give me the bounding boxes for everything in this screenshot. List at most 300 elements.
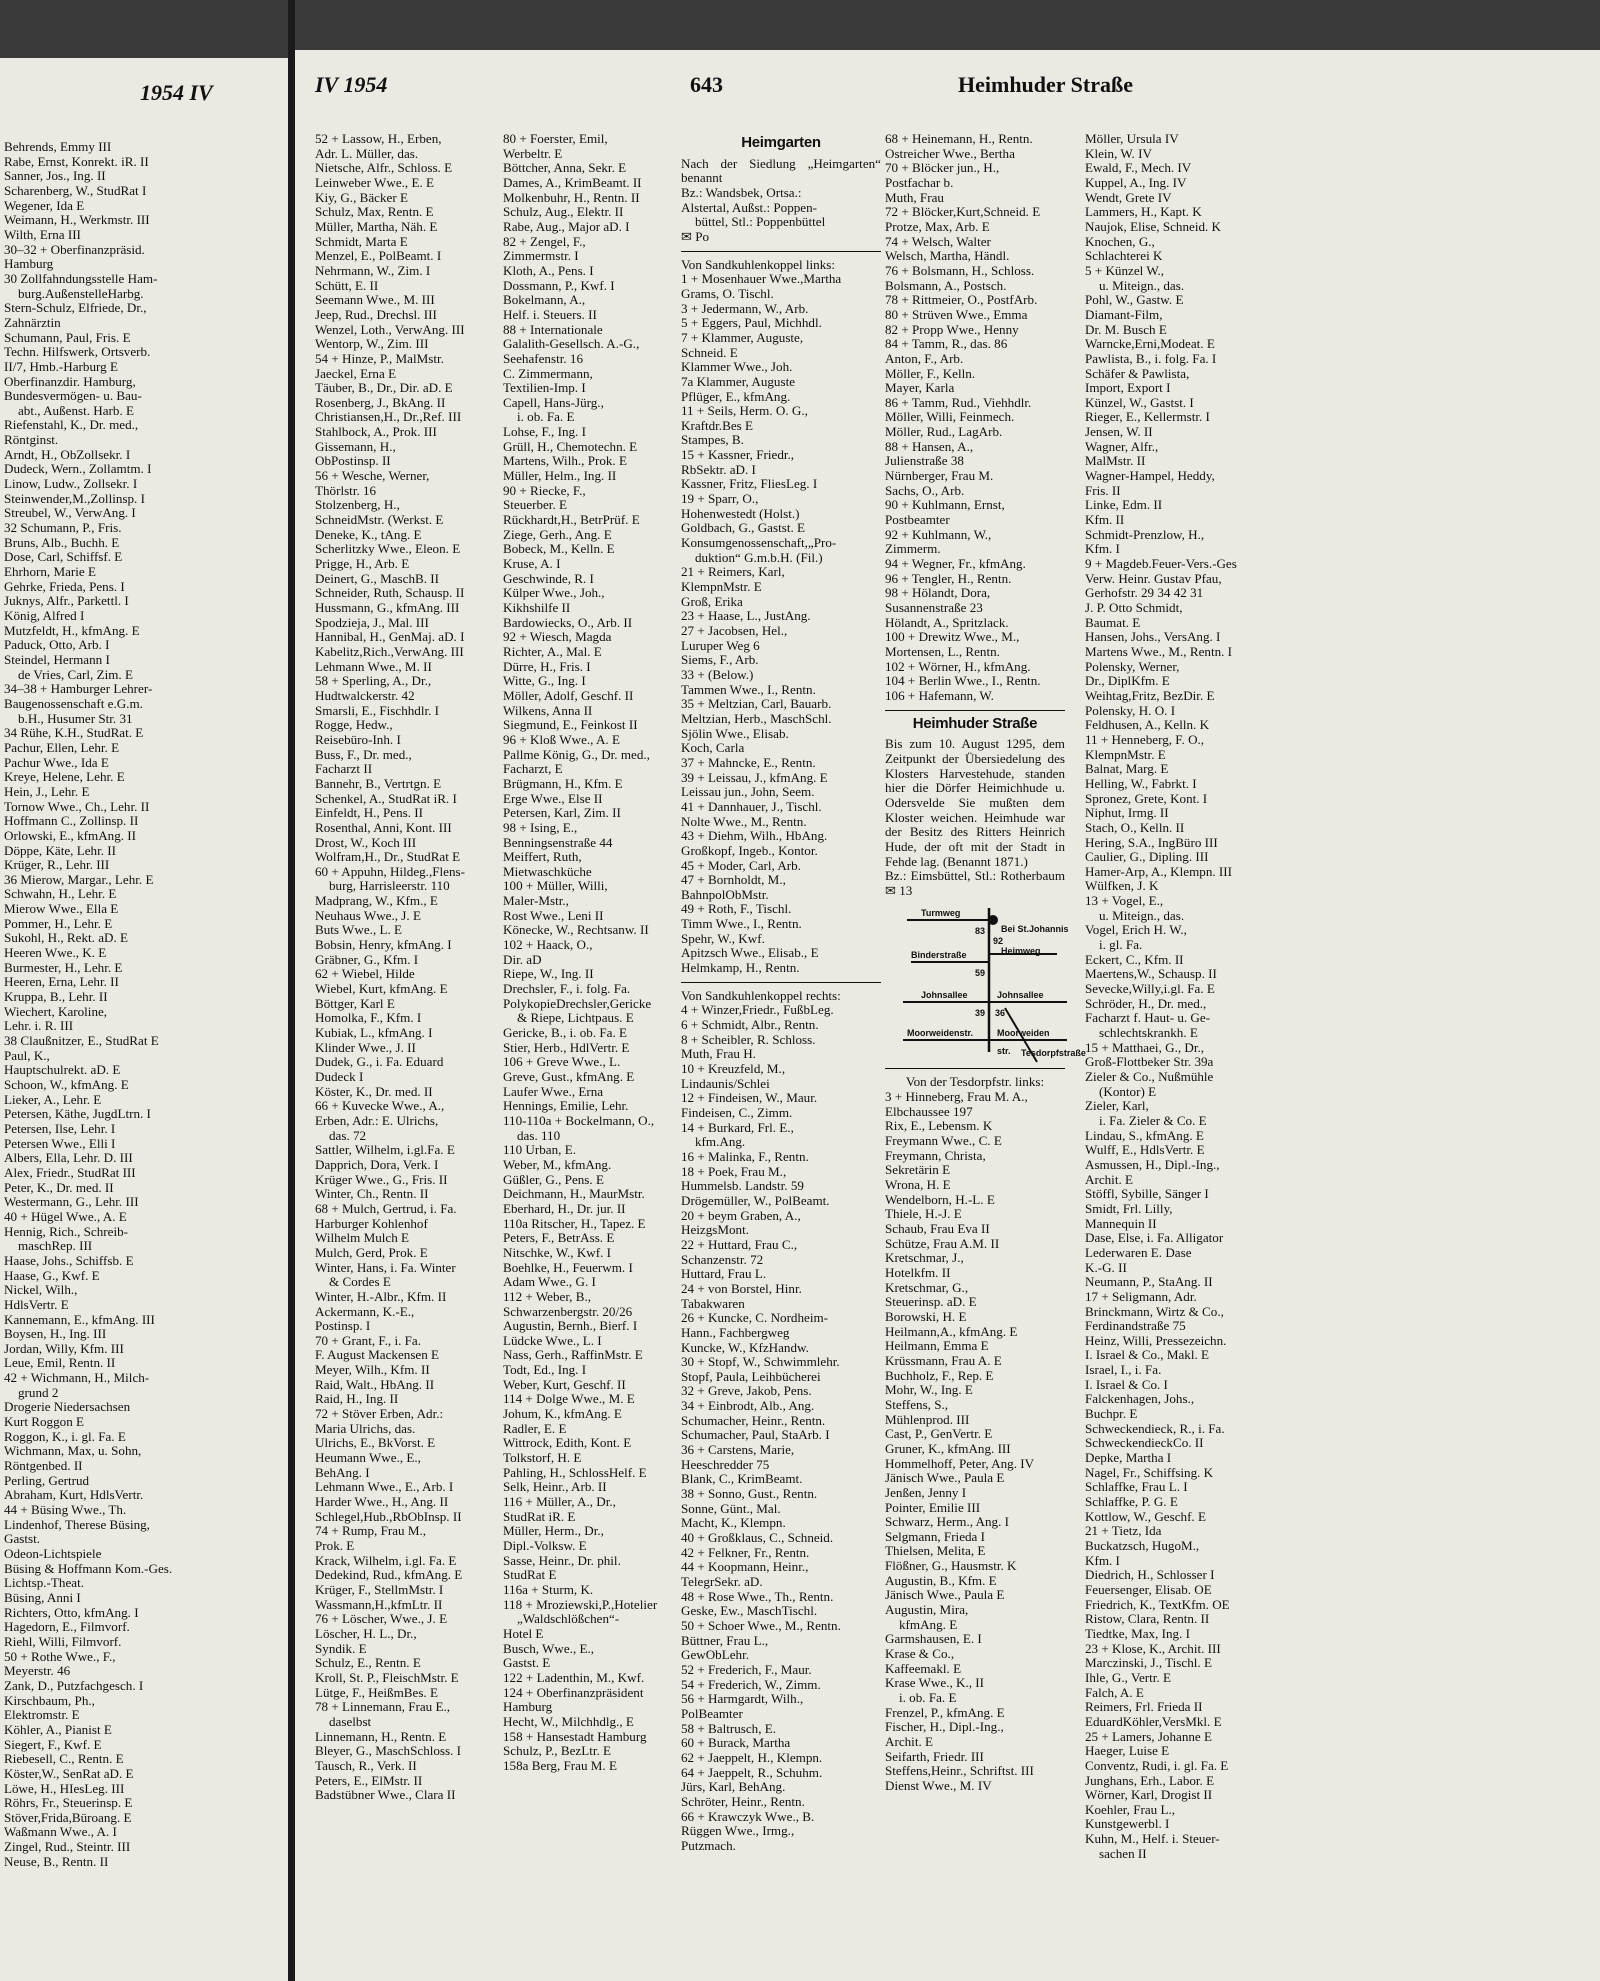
directory-entry: I. Israel & Co., Makl. E xyxy=(1085,1347,1210,1363)
directory-entry: Lammers, H., Kapt. K xyxy=(1085,204,1202,220)
directory-entry: Putzmach. xyxy=(681,1837,736,1853)
directory-entry: Augustin, B., Kfm. E xyxy=(885,1572,997,1588)
directory-entry: Kaffeemakl. E xyxy=(885,1660,962,1676)
directory-entry: Freymann Wwe., C. E xyxy=(885,1133,1002,1149)
directory-entry: Deinert, G., MaschB. II xyxy=(315,570,439,586)
directory-entry: Wilth, Erna III xyxy=(4,226,81,242)
directory-entry: Petersen, Karl, Zim. II xyxy=(503,805,621,821)
directory-entry: 90 + Riecke, F., xyxy=(503,482,586,498)
directory-entry: Hennings, Emilie, Lehr. xyxy=(503,1098,629,1114)
directory-entry: Koch, Carla xyxy=(681,740,745,756)
directory-entry: Buckatzsch, HugoM., xyxy=(1085,1538,1200,1553)
directory-entry: HdlsVertr. E xyxy=(4,1296,69,1312)
directory-entry: Neuse, B., Rentn. II xyxy=(4,1853,109,1869)
directory-entry: Schaub, Frau Eva II xyxy=(885,1221,990,1237)
directory-entry: Külper Wwe., Joh., xyxy=(503,585,605,601)
directory-entry: Dudek, G., i. Fa. Eduard xyxy=(315,1054,444,1070)
directory-entry: 54 + Hinze, P., MalMstr. xyxy=(315,350,444,366)
directory-entry: 118 + Mroziewski,P.,Hotelier xyxy=(503,1596,658,1612)
directory-entry: Hudtwalckerstr. 42 xyxy=(315,687,415,703)
directory-entry: Petersen, Ilse, Lehr. I xyxy=(4,1120,116,1136)
directory-entry: Böttger, Karl E xyxy=(315,995,395,1011)
directory-entry: Kretschmar, G., xyxy=(885,1279,969,1295)
directory-entry: Busch, Wwe., E., xyxy=(503,1640,595,1656)
directory-entry: Galalith-Gesellsch. A.-G., xyxy=(503,336,640,352)
directory-entry: Tolkstorf, H. E xyxy=(503,1450,582,1466)
directory-entry: 38 Claußnitzer, E., StudRat E xyxy=(4,1033,159,1049)
divider xyxy=(885,1068,1065,1069)
directory-entry: Möller, F., Kelln. xyxy=(885,365,976,381)
heimgarten-rechts-rows xyxy=(681,1003,881,1853)
directory-entry: 11 + Seils, Herm. O. G., xyxy=(681,403,808,419)
directory-entry: i. ob. Fa. E xyxy=(899,1690,957,1706)
directory-entry: b.H., Husumer Str. 31 xyxy=(18,710,133,726)
directory-entry: 17 + Seligmann, Adr. xyxy=(1085,1288,1197,1304)
directory-entry: Textilien-Imp. I xyxy=(503,380,586,396)
directory-entry: Lehmann Wwe., E., Arb. I xyxy=(315,1479,454,1495)
directory-entry: i. ob. Fa. E xyxy=(517,409,575,425)
directory-entry: 68 + Mulch, Gertrud, i. Fa. xyxy=(315,1200,457,1216)
directory-entry: Susannenstraße 23 xyxy=(885,600,983,615)
directory-entry: Lieker, A., Lehr. E xyxy=(4,1091,102,1107)
directory-entry: Nietsche, Alfr., Schloss. E xyxy=(315,160,453,176)
directory-entry: 24 + von Borstel, Hinr. xyxy=(681,1280,802,1296)
directory-entry: 32 Schumann, P., Fris. xyxy=(4,520,122,536)
directory-entry: Fischer, H., Dipl.-Ing., xyxy=(885,1719,1004,1735)
left-page-column xyxy=(4,140,282,1980)
directory-entry: 43 + Diehm, Wilh., HbAng. xyxy=(681,828,828,844)
directory-entry: Buss, F., Dr. med., xyxy=(315,746,412,762)
directory-entry: 42 + Felkner, Fr., Rentn. xyxy=(681,1544,810,1560)
directory-entry: 36 + Carstens, Marie, xyxy=(681,1442,795,1458)
directory-entry: Dipl.-Volksw. E xyxy=(503,1538,587,1553)
directory-entry: Wendt, Grete IV xyxy=(1085,189,1172,205)
directory-entry: Borowski, H. E xyxy=(885,1308,967,1324)
directory-entry: 50 + Rothe Wwe., F., xyxy=(4,1648,116,1664)
directory-entry: Werbeltr. E xyxy=(503,145,563,161)
directory-entry: Radler, E. E xyxy=(503,1420,567,1436)
directory-entry: Stach, O., Kelln. II xyxy=(1085,819,1185,835)
directory-entry: Lederwaren E. Dase xyxy=(1085,1244,1192,1260)
directory-entry: Grüll, H., Chemotechn. E xyxy=(503,438,638,454)
directory-entry: Lohse, F., Ing. I xyxy=(503,424,586,440)
directory-entry: Konsumgenossenschaft,„Pro- xyxy=(681,535,837,551)
directory-entry: Hoffmann C., Zollinsp. II xyxy=(4,813,139,829)
directory-entry: Todt, Ed., Ing. I xyxy=(503,1362,587,1378)
directory-entry: 66 + Kuvecke Wwe., A., xyxy=(315,1098,445,1114)
directory-entry: Krase Wwe., K., II xyxy=(885,1675,985,1691)
directory-entry: Sevecke,Willy,i.gl. Fa. E xyxy=(1085,981,1215,997)
directory-entry: 49 + Roth, F., Tischl. xyxy=(681,901,792,917)
directory-entry: Krüssmann, Frau A. E xyxy=(885,1352,1002,1368)
directory-entry: Klammer Wwe., Joh. xyxy=(681,359,793,375)
directory-entry: 102 + Wörner, H., kfmAng. xyxy=(885,658,1031,674)
directory-entry: Großkopf, Ingeb., Kontor. xyxy=(681,842,818,858)
directory-entry: Tausch, R., Verk. II xyxy=(315,1757,417,1773)
directory-entry: Lichtsp.-Theat. xyxy=(4,1575,84,1591)
directory-entry: 1 + Mosenhauer Wwe.,Martha xyxy=(681,271,842,287)
directory-entry: Witte, G., Ing. I xyxy=(503,673,586,689)
directory-entry: Drost, W., Koch III xyxy=(315,834,417,850)
directory-entry: Stöver,Frida,Büroang. E xyxy=(4,1809,132,1825)
directory-entry: Wentorp, W., Zim. III xyxy=(315,336,429,352)
directory-entry: Reimers, Frl. Frieda II xyxy=(1085,1699,1203,1715)
directory-entry: Stampes, B. xyxy=(681,432,744,448)
directory-entry: 62 + Jaeppelt, H., Klempn. xyxy=(681,1749,823,1765)
directory-entry: Schröder, H., Dr. med., xyxy=(1085,995,1207,1011)
directory-entry: Schütt, E. II xyxy=(315,277,379,293)
directory-entry: Heeren Wwe., K. E xyxy=(4,945,107,961)
map-label: Turmweg xyxy=(921,908,961,919)
directory-entry: Pallme König, G., Dr. med., xyxy=(503,746,650,762)
directory-entry: Gerhofstr. 29 34 42 31 xyxy=(1085,585,1204,601)
directory-entry: J. P. Otto Schmidt, xyxy=(1085,600,1183,615)
directory-entry: Ihle, G., Vertr. E xyxy=(1085,1669,1171,1685)
directory-entry: Gastst. xyxy=(4,1531,41,1547)
directory-entry: Pawlista, B., i. folg. Fa. I xyxy=(1085,350,1217,366)
column-4-bottom-rows xyxy=(885,1090,1065,1794)
directory-entry: Adam Wwe., G. I xyxy=(503,1274,596,1290)
directory-entry: Möller, Ursula IV xyxy=(1085,131,1179,146)
directory-entry: (Kontor) E xyxy=(1099,1083,1157,1099)
directory-entry: Paduck, Otto, Arb. I xyxy=(4,637,110,653)
directory-entry: Neumann, P., StaAng. II xyxy=(1085,1274,1213,1290)
directory-entry: Petersen, Käthe, JugdLtrn. I xyxy=(4,1106,151,1122)
directory-entry: Wörner, Karl, Drogist II xyxy=(1085,1787,1213,1803)
directory-entry: 15 + Kassner, Friedr., xyxy=(681,447,795,463)
directory-entry: Peter, K., Dr. med. II xyxy=(4,1179,114,1195)
map-label: 39 xyxy=(975,1008,986,1019)
directory-entry: Harder Wwe., H., Ang. II xyxy=(315,1494,449,1510)
directory-entry: Stöffl, Sybille, Sänger I xyxy=(1085,1186,1209,1202)
directory-entry: Sekretärin E xyxy=(885,1162,951,1178)
directory-entry: Hagedorn, E., Filmvorf. xyxy=(4,1619,130,1635)
directory-entry: 56 + Harmgardt, Wilh., xyxy=(681,1691,804,1707)
directory-entry: Deichmann, H., MaurMstr. xyxy=(503,1186,645,1202)
directory-entry: Kirschbaum, Ph., xyxy=(4,1692,95,1708)
directory-entry: Müller, Helm., Ing. II xyxy=(503,468,617,484)
directory-entry: Paul, K., xyxy=(4,1047,50,1063)
directory-entry: 21 + Tietz, Ida xyxy=(1085,1523,1162,1539)
directory-entry: Bz.: Wandsbek, Ortsa.: xyxy=(681,184,802,200)
directory-entry: Madprang, W., Kfm., E xyxy=(315,893,438,909)
map-label: 59 xyxy=(975,968,986,979)
directory-entry: StudRat iR. E xyxy=(503,1508,576,1524)
column-3-heimgarten xyxy=(681,132,881,1972)
directory-entry: Asmussen, H., Dipl.-Ing., xyxy=(1085,1156,1220,1172)
directory-entry: Lütge, F., HeißmBes. E xyxy=(315,1684,438,1700)
directory-entry: 70 + Blöcker jun., H., xyxy=(885,160,1000,176)
directory-entry: Welsch, Martha, Händl. xyxy=(885,248,1010,264)
directory-entry: 60 + Burack, Martha xyxy=(681,1735,791,1751)
directory-entry: Drogerie Niedersachsen xyxy=(4,1399,131,1415)
directory-entry: Schütze, Frau A.M. II xyxy=(885,1235,1000,1251)
directory-entry: Syndik. E xyxy=(315,1640,367,1656)
directory-entry: Tornow Wwe., Ch., Lehr. II xyxy=(4,798,150,814)
directory-entry: 98 + Hölandt, Dora, xyxy=(885,585,991,601)
directory-entry: Dames, A., KrimBeamt. II xyxy=(503,174,642,190)
heimgarten-info xyxy=(681,186,881,245)
map-label: Heimweg xyxy=(1001,946,1041,957)
directory-entry: Eberhard, H., Dr. jur. II xyxy=(503,1200,626,1216)
directory-entry: Steinwender,M.,Zollinsp. I xyxy=(4,490,145,506)
directory-entry: 47 + Bornholdt, M., xyxy=(681,872,786,888)
map-label: Binderstraße xyxy=(911,950,967,961)
directory-entry: 114 + Dolge Wwe., M. E xyxy=(503,1391,635,1407)
directory-entry: Peters, E., ElMstr. II xyxy=(315,1772,423,1788)
directory-entry: Dudeck, Wern., Zollamtm. I xyxy=(4,461,152,477)
directory-entry: Smarsli, E., Fischhdlr. I xyxy=(315,702,440,718)
directory-entry: u. Miteign., das. xyxy=(1099,907,1185,923)
directory-entry: BahnpolObMstr. xyxy=(681,886,769,902)
directory-entry: Ostreicher Wwe., Bertha xyxy=(885,145,1015,161)
directory-entry: 88 + Hansen, A., xyxy=(885,438,974,454)
directory-entry: Mühlenprod. III xyxy=(885,1411,970,1427)
directory-entry: Ackermann, K.-E., xyxy=(315,1303,415,1319)
directory-entry: Eckert, C., Kfm. II xyxy=(1085,951,1184,967)
directory-entry: Wiebel, Kurt, kfmAng. E xyxy=(315,981,448,997)
directory-entry: Haase, G., Kwf. E xyxy=(4,1267,100,1283)
directory-entry: 60 + Appuhn, Hildeg.,Flens- xyxy=(315,863,465,879)
directory-entry: Feldhusen, A., Kelln. K xyxy=(1085,717,1210,733)
directory-entry: 102 + Haack, O., xyxy=(503,937,593,953)
directory-entry: maschRep. III xyxy=(18,1238,93,1254)
directory-entry: Conventz, Rudi, i. gl. Fa. E xyxy=(1085,1757,1229,1773)
directory-entry: Müller, Martha, Näh. E xyxy=(315,218,438,234)
directory-entry: Jänisch Wwe., Paula E xyxy=(885,1470,1005,1486)
directory-entry: 23 + Haase, L., JustAng. xyxy=(681,608,811,624)
directory-entry: 100 + Drewitz Wwe., M., xyxy=(885,629,1020,645)
directory-entry: Weimann, H., Werkmstr. III xyxy=(4,212,150,228)
directory-entry: Christiansen,H., Dr.,Ref. III xyxy=(315,409,462,425)
directory-entry: Buts Wwe., L. E xyxy=(315,922,403,938)
directory-entry: Macht, K., Klempn. xyxy=(681,1515,786,1531)
directory-entry: Thielsen, Melita, E xyxy=(885,1543,986,1559)
directory-entry: 48 + Rose Wwe., Th., Rentn. xyxy=(681,1588,834,1604)
column-1-rows xyxy=(315,132,495,1803)
directory-entry: Zieler, Karl, xyxy=(1085,1098,1149,1114)
directory-entry: Möller, Willi, Feinmech. xyxy=(885,409,1015,425)
directory-entry: König, Alfred I xyxy=(4,608,85,623)
directory-entry: Burmester, H., Lehr. E xyxy=(4,959,123,975)
directory-entry: Postbeamter xyxy=(885,512,950,528)
directory-entry: Hauptschulrekt. aD. E xyxy=(4,1062,121,1078)
directory-entry: Geschwinde, R. I xyxy=(503,570,594,586)
directory-entry: 10 + Kreuzfeld, M., xyxy=(681,1061,786,1077)
heimgarten-title: Heimgarten xyxy=(741,134,821,151)
directory-entry: Pommer, H., Lehr. E xyxy=(4,915,113,931)
column-4-top-rows xyxy=(885,132,1065,704)
directory-entry: Maler-Mstr., xyxy=(503,893,569,909)
directory-entry: ✉ Po xyxy=(681,228,710,244)
directory-entry: Maertens,W., Schausp. II xyxy=(1085,966,1217,982)
map-label: 92 xyxy=(993,936,1004,947)
directory-entry: Dase, Else, i. Fa. Alligator xyxy=(1085,1230,1224,1246)
directory-entry: Hein, J., Lehr. E xyxy=(4,783,90,799)
directory-entry: Kiy, G., Bäcker E xyxy=(315,189,408,205)
directory-entry: Weihtag,Fritz, BezDir. E xyxy=(1085,687,1215,703)
directory-entry: Hann., Fachbergweg xyxy=(681,1324,790,1340)
directory-entry: Westermann, G., Lehr. III xyxy=(4,1194,139,1210)
directory-entry: Alex, Friedr., StudRat III xyxy=(4,1164,136,1180)
directory-entry: Pflüger, E., kfmAng. xyxy=(681,388,791,404)
directory-entry: Helf. i. Steuers. II xyxy=(503,306,597,322)
directory-entry: Martens, Wilh., Prok. E xyxy=(503,453,627,469)
directory-entry: Albers, Ella, Lehr. D. III xyxy=(4,1150,133,1166)
directory-entry: Selk, Heinr., Arb. II xyxy=(503,1479,607,1495)
directory-entry: Kraftdr.Bes E xyxy=(681,417,753,433)
directory-entry: Tammen Wwe., I., Rentn. xyxy=(681,681,816,697)
directory-entry: Harburger Kohlenhof xyxy=(315,1215,428,1231)
directory-entry: 16 + Malinka, F., Rentn. xyxy=(681,1148,809,1164)
directory-entry: Meltzian, Herb., MaschSchl. xyxy=(681,710,832,726)
directory-entry: Haase, Johs., Schiffsb. E xyxy=(4,1252,134,1268)
directory-entry: Döppe, Käte, Lehr. II xyxy=(4,842,116,858)
directory-entry: Helmkamp, H., Rentn. xyxy=(681,960,800,976)
directory-entry: Dose, Carl, Schiffsf. E xyxy=(4,549,123,565)
directory-entry: Wenzel, Loth., VerwAng. III xyxy=(315,321,465,337)
directory-entry: Könecke, W., Rechtsanw. II xyxy=(503,922,649,938)
directory-entry: PolykopieDrechsler,Gericke xyxy=(503,995,652,1011)
directory-entry: 12 + Findeisen, W., Maur. xyxy=(681,1090,818,1106)
directory-entry: 4 + Winzer,Friedr., FußbLeg. xyxy=(681,1002,834,1018)
directory-entry: Krüger Wwe., G., Fris. II xyxy=(315,1171,448,1187)
directory-entry: Smidt, Frl. Lilly, xyxy=(1085,1200,1173,1216)
directory-entry: Juknys, Alfr., Parkettl. I xyxy=(4,593,129,609)
directory-entry: Rost Wwe., Leni II xyxy=(503,907,604,923)
directory-entry: Richters, Otto, kfmAng. I xyxy=(4,1604,139,1620)
directory-entry: Brinckmann, Wirtz & Co., xyxy=(1085,1303,1224,1319)
directory-entry: Mortensen, L., Rentn. xyxy=(885,643,1000,659)
directory-entry: 13 + Vogel, E., xyxy=(1085,893,1164,909)
directory-entry: Winter, Ch., Rentn. II xyxy=(315,1186,429,1202)
directory-entry: Linow, Ludw., Zollsekr. I xyxy=(4,476,138,492)
directory-entry: 68 + Heinemann, H., Rentn. xyxy=(885,131,1033,146)
directory-entry: Caulier, G., Dipling. III xyxy=(1085,849,1209,865)
directory-entry: Findeisen, C., Zimm. xyxy=(681,1105,793,1120)
directory-entry: Hotelkfm. II xyxy=(885,1265,951,1280)
directory-entry: Nolte Wwe., M., Rentn. xyxy=(681,813,807,829)
directory-entry: Falckenhagen, Johs., xyxy=(1085,1391,1195,1407)
directory-entry: Zahnärztin xyxy=(4,314,61,330)
directory-entry: Wagner, Alfr., xyxy=(1085,438,1159,454)
directory-entry: 122 + Ladenthin, M., Kwf. xyxy=(503,1669,645,1685)
directory-entry: BehAng. I xyxy=(315,1464,370,1480)
directory-entry: Streubel, W., VerwAng. I xyxy=(4,505,136,521)
directory-entry: Mutzfeldt, H., kfmAng. E xyxy=(4,622,140,638)
directory-entry: Helling, W., Fabrkt. I xyxy=(1085,775,1197,791)
directory-entry: Brügmann, H., Kfm. E xyxy=(503,775,623,791)
directory-entry: Hummelsb. Landstr. 59 xyxy=(681,1178,804,1194)
directory-entry: 72 + Stöver Erben, Adr.: xyxy=(315,1406,444,1422)
directory-entry: 11 + Henneberg, F. O., xyxy=(1085,731,1205,747)
directory-entry: Lehr. i. R. III xyxy=(4,1018,74,1034)
directory-entry: Weber, Kurt, Geschf. II xyxy=(503,1376,626,1392)
directory-entry: Seifarth, Friedr. III xyxy=(885,1748,984,1764)
directory-entry: 116 + Müller, A., Dr., xyxy=(503,1494,616,1510)
directory-entry: Sonne, Günt., Mal. xyxy=(681,1500,781,1516)
directory-entry: 27 + Jacobsen, Hel., xyxy=(681,623,788,638)
directory-entry: Schanzenstr. 72 xyxy=(681,1251,764,1267)
directory-entry: Selgmann, Frieda I xyxy=(885,1528,985,1544)
directory-entry: Winter, H.-Albr., Kfm. II xyxy=(315,1288,447,1304)
directory-entry: Lindenhof, Therese Büsing, xyxy=(4,1516,150,1532)
street-header: Heimhuder Straße xyxy=(958,72,1133,97)
directory-entry: 158a Berg, Frau M. E xyxy=(503,1757,617,1773)
directory-entry: Jänisch Wwe., Paula E xyxy=(885,1587,1005,1603)
directory-entry: Gehrke, Frieda, Pens. I xyxy=(4,578,125,594)
directory-entry: Hussmann, G., kfmAng. III xyxy=(315,600,460,615)
directory-entry: 104 + Berlin Wwe., I., Rentn. xyxy=(885,673,1041,689)
directory-entry: Krase & Co., xyxy=(885,1646,955,1662)
directory-entry: Steffens,Heinr., Schriftst. III xyxy=(885,1763,1034,1779)
directory-entry: Anton, F., Arb. xyxy=(885,350,964,366)
directory-entry: PolBeamter xyxy=(681,1705,743,1721)
heimgarten-intro: Nach der Siedlung „Heimgarten“ benannt xyxy=(681,155,881,186)
directory-entry: Jensen, W. II xyxy=(1085,424,1153,440)
directory-entry: Fris. II xyxy=(1085,482,1121,498)
directory-entry: Marczinski, J., Tischl. E xyxy=(1085,1655,1212,1671)
directory-entry: Verw. Heinr. Gustav Pfau, xyxy=(1085,570,1222,586)
directory-entry: Rüggen Wwe., Irmg., xyxy=(681,1823,795,1839)
directory-entry: Deneke, K., tAng. E xyxy=(315,526,422,542)
directory-entry: & Riepe, Lichtpaus. E xyxy=(517,1010,634,1026)
directory-entry: Rabe, Aug., Major aD. I xyxy=(503,218,630,234)
directory-entry: Roggon, K., i. gl. Fa. E xyxy=(4,1428,126,1444)
directory-entry: Buchpr. E xyxy=(1085,1406,1138,1422)
directory-entry: Drechsler, F., i. folg. Fa. xyxy=(503,981,631,997)
directory-entry: Dienst Wwe., M. IV xyxy=(885,1777,992,1793)
directory-entry: Tiedtke, Max, Ing. I xyxy=(1085,1625,1190,1641)
directory-entry: Wülfken, J. K xyxy=(1085,878,1159,894)
map-label: Johnsallee xyxy=(921,990,968,1001)
directory-entry: Nehrmann, W., Zim. I xyxy=(315,262,431,278)
directory-entry: Steuerinsp. aD. E xyxy=(885,1294,977,1310)
directory-entry: C. Zimmermann, xyxy=(503,365,593,381)
directory-entry: Rückhardt,H., BetrPrüf. E xyxy=(503,512,640,528)
directory-entry: Ristow, Clara, Rentn. II xyxy=(1085,1611,1210,1627)
directory-entry: 9 + Magdeb.Feuer-Vers.-Ges xyxy=(1085,556,1237,572)
heimgarten-links-rows xyxy=(681,272,881,976)
directory-entry: Kloth, A., Pens. I xyxy=(503,262,594,278)
directory-entry: Abraham, Kurt, HdlsVertr. xyxy=(4,1487,144,1503)
directory-entry: Haeger, Luise E xyxy=(1085,1743,1170,1759)
directory-entry: Kuppel, A., Ing. IV xyxy=(1085,174,1187,190)
directory-entry: Siegert, F., Kwf. E xyxy=(4,1736,102,1752)
directory-entry: Seehafenstr. 16 xyxy=(503,350,583,366)
directory-entry: Heumann Wwe., E., xyxy=(315,1450,421,1466)
directory-entry: Seemann Wwe., M. III xyxy=(315,292,435,308)
directory-entry: Kuncke, W., KfzHandw. xyxy=(681,1339,809,1355)
directory-entry: 158 + Hansestadt Hamburg xyxy=(503,1728,647,1744)
directory-entry: Israel, I., i. Fa. xyxy=(1085,1362,1162,1378)
directory-entry: Gräbner, G., Kfm. I xyxy=(315,951,419,967)
directory-entry: Wilkens, Anna II xyxy=(503,702,593,718)
directory-entry: i. Fa. Zieler & Co. E xyxy=(1099,1112,1207,1128)
directory-entry: Köhler, A., Pianist E xyxy=(4,1721,112,1737)
directory-entry: 21 + Reimers, Karl, xyxy=(681,564,785,580)
directory-entry: Erge Wwe., Else II xyxy=(503,790,603,806)
directory-entry: Löscher, H. L., Dr., xyxy=(315,1625,417,1641)
directory-entry: Schäfer & Pawlista, xyxy=(1085,365,1190,381)
directory-entry: Niphut, Irmg. II xyxy=(1085,805,1169,821)
directory-entry: Büsing, Anni I xyxy=(4,1589,81,1605)
directory-entry: Stolzenberg, H., xyxy=(315,497,400,513)
map-label: 83 xyxy=(975,926,986,937)
directory-entry: 96 + Kloß Wwe., A. E xyxy=(503,731,620,747)
directory-entry: EduardKöhler,VersMkl. E xyxy=(1085,1713,1222,1729)
directory-entry: 110a Ritscher, H., Tapez. E xyxy=(503,1215,646,1231)
